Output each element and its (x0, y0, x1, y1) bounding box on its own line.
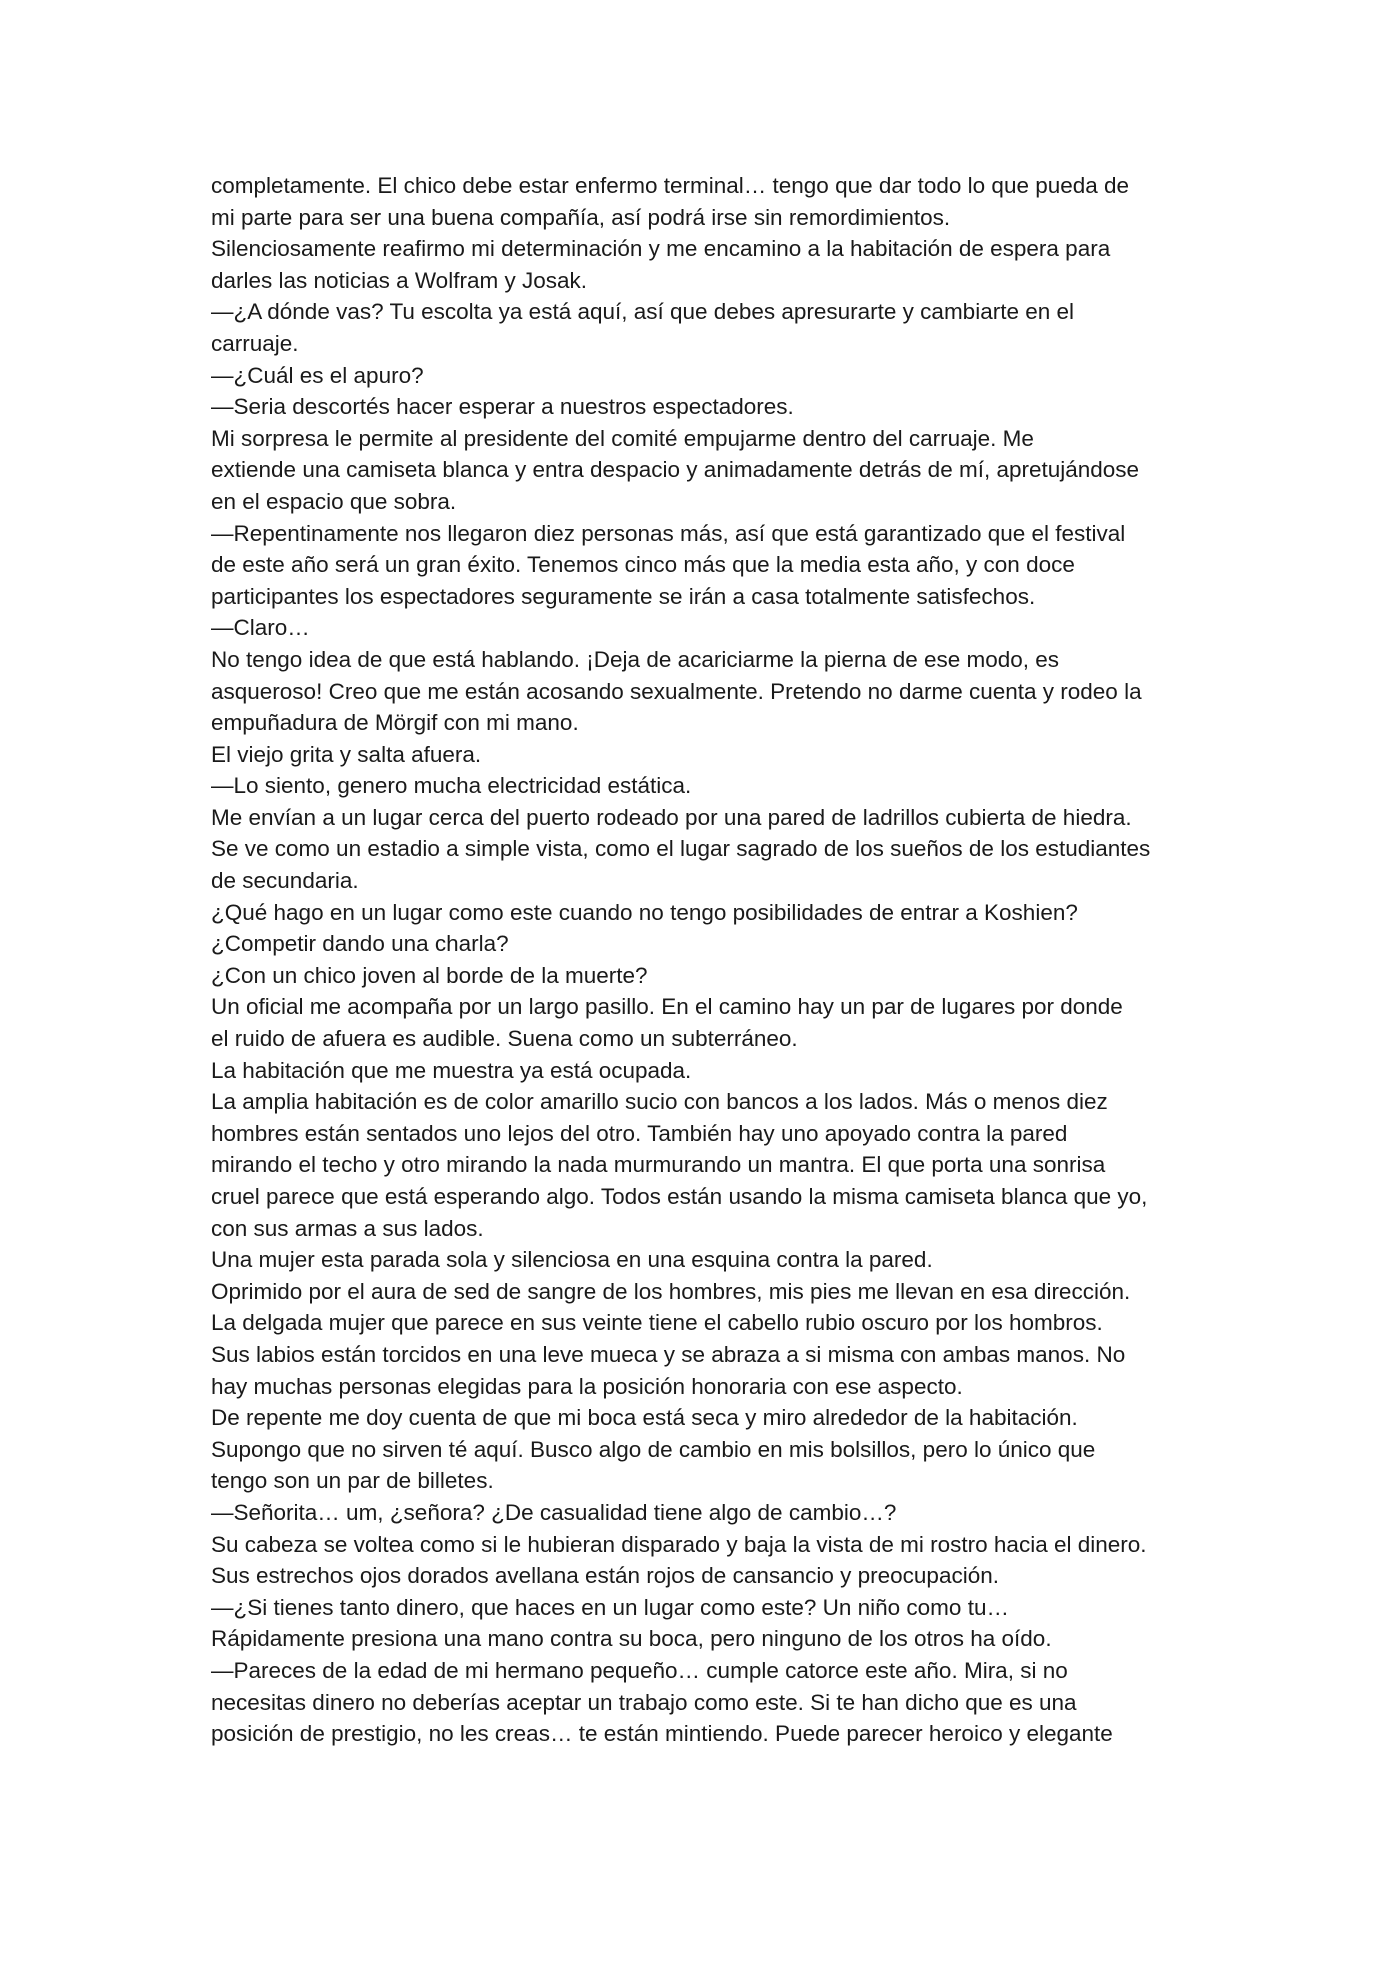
body-text (211, 170, 1201, 1750)
text-line: —¿A dónde vas? Tu escolta ya está aquí, así que debes apresurarte y cambiarte en el (211, 299, 1075, 325)
text-line: empuñadura de Mörgif con mi mano. (211, 710, 579, 736)
text-line: Rápidamente presiona una mano contra su boca, pero ninguno de los otros ha oído. (211, 1626, 1052, 1652)
text-line: Mi sorpresa le permite al presidente del comité empujarme dentro del carruaje. Me (211, 425, 1034, 451)
text-line: completamente. El chico debe estar enfermo terminal… tengo que dar todo lo que pueda de (211, 173, 1130, 198)
text-line: —Seria descortés hacer esperar a nuestros espectadores. (211, 394, 794, 420)
text-line: La amplia habitación es de color amarillo sucio con bancos a los lados. Más o menos diez (211, 1089, 1108, 1115)
text-line: extiende una camiseta blanca y entra despacio y animadamente detrás de mí, apretujándose (211, 457, 1140, 483)
text-line: participantes los espectadores seguramente se irán a casa totalmente satisfechos. (211, 583, 1036, 609)
text-line: posición de prestigio, no les creas… te están mintiendo. Puede parecer heroico y elegante (211, 1721, 1113, 1747)
text-line: necesitas dinero no deberías aceptar un trabajo como este. Si te han dicho que es una (211, 1689, 1077, 1715)
text-line: —Señorita… um, ¿señora? ¿De casualidad tiene algo de cambio…? (211, 1499, 897, 1525)
text-line: hay muchas personas elegidas para la posición honoraria con ese aspecto. (211, 1373, 963, 1399)
text-line: —Repentinamente nos llegaron diez personas más, así que está garantizado que el festival (211, 520, 1126, 546)
text-line: mirando el techo y otro mirando la nada murmurando un mantra. El que porta una sonrisa (211, 1152, 1106, 1178)
text-line: Sus labios están torcidos en una leve mueca y se abraza a si misma con ambas manos. No (211, 1341, 1126, 1367)
text-line: ¿Competir dando una charla? (211, 931, 509, 957)
text-line: Supongo que no sirven té aquí. Busco algo de cambio en mis bolsillos, pero lo único que (211, 1436, 1096, 1462)
text-line: No tengo idea de que está hablando. ¡Deja de acariciarme la pierna de ese modo, es (211, 646, 1060, 672)
text-line: Oprimido por el aura de sed de sangre de los hombres, mis pies me llevan en esa dirección. (211, 1278, 1131, 1304)
text-line: Su cabeza se voltea como si le hubieran disparado y baja la vista de mi rostro hacia el dinero. (211, 1531, 1147, 1557)
text-line: —¿Si tienes tanto dinero, que haces en un lugar como este? Un niño como tu… (211, 1594, 1009, 1620)
text-line: hombres están sentados uno lejos del otro. También hay uno apoyado contra la pared (211, 1120, 1068, 1146)
text-line: ¿Qué hago en un lugar como este cuando no tengo posibilidades de entrar a Koshien? (211, 899, 1078, 925)
text-line: —Claro… (211, 615, 310, 641)
text-line: darles las noticias a Wolfram y Josak. (211, 267, 587, 293)
text-line: El viejo grita y salta afuera. (211, 741, 482, 767)
text-line: ¿Con un chico joven al borde de la muerte? (211, 962, 648, 988)
text-line: de este año será un gran éxito. Tenemos cinco más que la media esta año, y con doce (211, 552, 1075, 578)
text-line: Se ve como un estadio a simple vista, como el lugar sagrado de los sueños de los estudiantes (211, 836, 1151, 862)
text-line: asqueroso! Creo que me están acosando sexualmente. Pretendo no darme cuenta y rodeo la (211, 678, 1142, 704)
text-line: Sus estrechos ojos dorados avellana están rojos de cansancio y preocupación. (211, 1563, 999, 1589)
text-line: mi parte para ser una buena compañía, así podrá irse sin remordimientos. (211, 204, 951, 230)
text-line: —Lo siento, genero mucha electricidad estática. (211, 773, 692, 799)
text-line: —¿Cuál es el apuro? (211, 362, 424, 388)
text-line: el ruido de afuera es audible. Suena como un subterráneo. (211, 1026, 798, 1052)
text-line: tengo son un par de billetes. (211, 1468, 494, 1494)
text-line: La delgada mujer que parece en sus veinte tiene el cabello rubio oscuro por los hombros. (211, 1310, 1103, 1336)
text-line: en el espacio que sobra. (211, 488, 457, 514)
text-line: Una mujer esta parada sola y silenciosa en una esquina contra la pared. (211, 1247, 933, 1273)
text-line: de secundaria. (211, 868, 359, 894)
text-line: Me envían a un lugar cerca del puerto rodeado por una pared de ladrillos cubierta de hiedra. (211, 804, 1132, 830)
text-line: con sus armas a sus lados. (211, 1215, 484, 1241)
text-line: Un oficial me acompaña por un largo pasillo. En el camino hay un par de lugares por donde (211, 994, 1123, 1020)
text-line: —Pareces de la edad de mi hermano pequeño… cumple catorce este año. Mira, si no (211, 1657, 1068, 1683)
text-line: De repente me doy cuenta de que mi boca está seca y miro alrededor de la habitación. (211, 1405, 1078, 1431)
text-line: Silenciosamente reafirmo mi determinación y me encamino a la habitación de espera para (211, 236, 1111, 262)
text-line: carruaje. (211, 330, 299, 356)
text-line: cruel parece que está esperando algo. Todos están usando la misma camiseta blanca que yo, (211, 1184, 1148, 1209)
text-line: La habitación que me muestra ya está ocupada. (211, 1057, 692, 1083)
